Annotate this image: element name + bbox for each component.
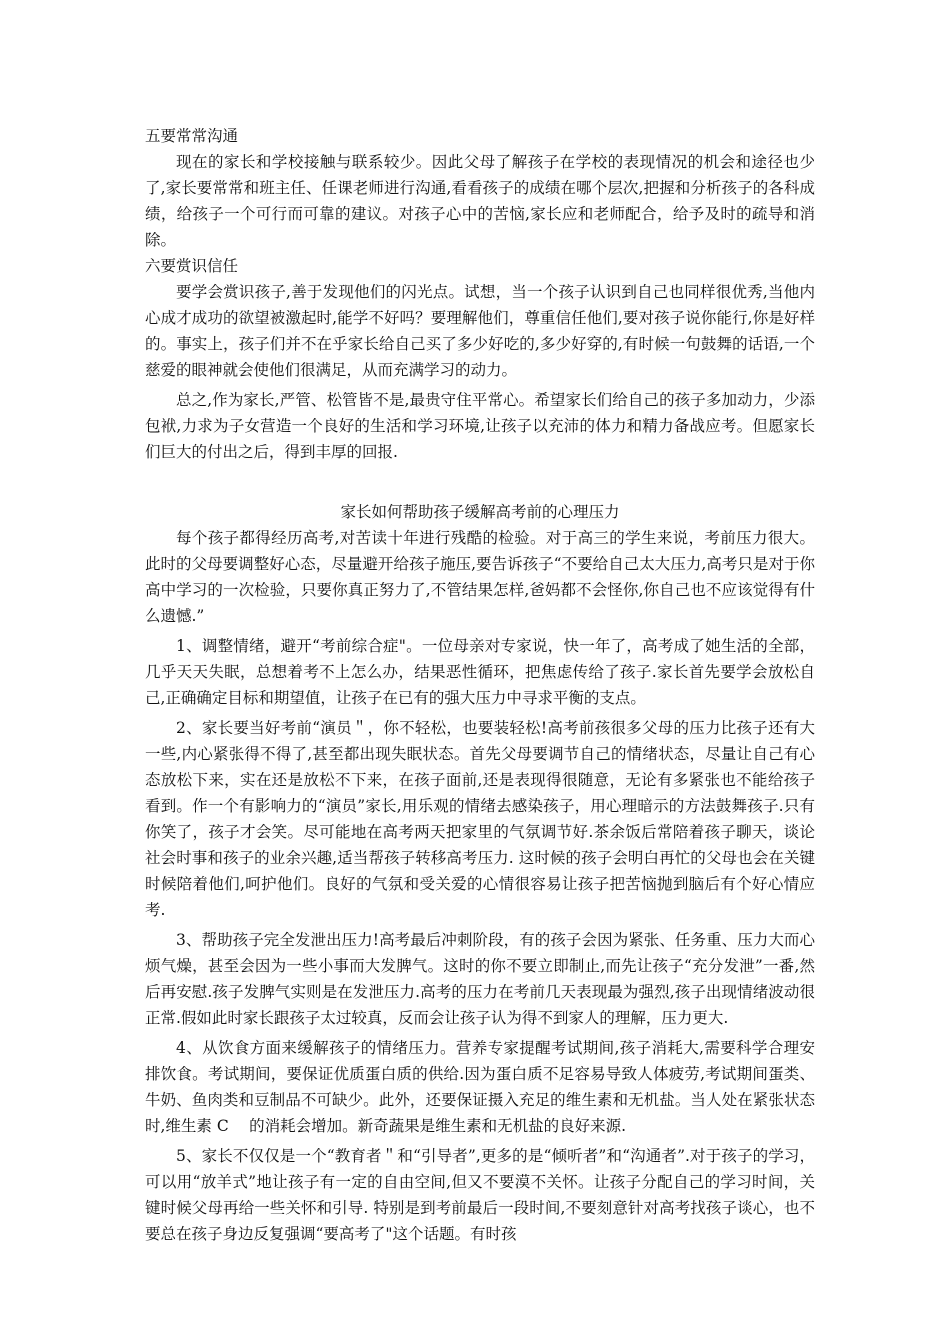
document-page [145, 123, 815, 1247]
paragraph-tip-1: 1、调整情绪，避开“考前综合症"。一位母亲对专家说，快一年了，高考成了她生活的全部，几乎天天失眠，总想着考不上怎么办，结果恶性循环，把焦虑传给了孩子.家长首先要学会放松自己,正确确定目标和期望值，让孩子在已有的强大压力中寻求平衡的支点。 [145, 637, 815, 707]
paragraph-communication: 现在的家长和学校接触与联系较少。因此父母了解孩子在学校的表现情况的机会和途径也少了,家长要常常和班主任、任课老师进行沟通,看看孩子的成绩在哪个层次,把握和分析孩子的各科成绩，给孩子一个可行而可靠的建议。对孩子心中的苦恼,家长应和老师配合，给予及时的疏导和消除。 [145, 153, 815, 249]
paragraph-tip-3: 3、帮助孩子完全发泄出压力!高考最后冲刺阶段，有的孩子会因为紧张、任务重、压力大而心烦气燥，甚至会因为一些小事而大发脾气。这时的你不要立即制止,而先让孩子“充分发泄”一番,然后再安慰.孩子发脾气实则是在发泄压力.高考的压力在考前几天表现最为强烈,孩子出现情绪波动很正常.假如此时家长跟孩子太过较真，反而会让孩子认为得不到家人的理解，压力更大. [145, 931, 815, 1027]
blank-line [145, 465, 815, 491]
paragraph-conclusion: 总之,作为家长,严管、松管皆不是,最贵守住平常心。希望家长们给自己的孩子多加动力，少添包袱,力求为子女营造一个良好的生活和学习环境,让孩子以充沛的体力和精力备战应考。但愿家长们巨大的付出之后，得到丰厚的回报. [145, 391, 815, 461]
section-heading-appreciation: 六要赏识信任 [145, 257, 239, 275]
paragraph-intro: 每个孩子都得经历高考,对苦读十年进行残酷的检验。对于高三的学生来说，考前压力很大。此时的父母要调整好心态，尽量避开给孩子施压,要告诉孩子“不要给自己太大压力,高考只是对于你高中学习的一次检验，只要你真正努力了,不管结果怎样,爸妈都不会怪你,你自己也不应该觉得有什么遗憾.” [145, 529, 816, 625]
section-heading-communication: 五要常常沟通 [145, 127, 239, 145]
paragraph-tip-4: 4、从饮食方面来缓解孩子的情绪压力。营养专家提醒考试期间,孩子消耗大,需要科学合理安排饮食。考试期间，要保证优质蛋白质的供给.因为蛋白质不足容易导致人体疲劳,考试期间蛋类、牛奶、鱼肉类和豆制品不可缺少。此外，还要保证摄入充足的维生素和无机盐。当人处在紧张状态时,维生素 C 的消耗会增加。新奇蔬果是维生素和无机盐的良好来源. [145, 1039, 815, 1135]
paragraph-appreciation: 要学会赏识孩子,善于发现他们的闪光点。试想，当一个孩子认识到自己也同样很优秀,当他内心成才成功的欲望被激起时,能学不好吗？要理解他们，尊重信任他们,要对孩子说你能行,你是好样的。事实上，孩子们并不在乎家长给自己买了多少好吃的,多少好穿的,有时候一句鼓舞的话语,一个慈爱的眼神就会使他们很满足，从而充满学习的动力。 [145, 283, 815, 379]
paragraph-tip-2: 2、家长要当好考前“演员＂，你不轻松，也要装轻松!高考前孩很多父母的压力比孩子还有大一些,内心紧张得不得了,甚至都出现失眠状态。首先父母要调节自己的情绪状态，尽量让自己有心态放松下来，实在还是放松不下来，在孩子面前,还是表现得很随意，无论有多紧张也不能给孩子看到。作一个有影响力的“演员”家长,用乐观的情绪去感染孩子，用心理暗示的方法鼓舞孩子.只有你笑了，孩子才会笑。尽可能地在高考两天把家里的气氛调节好.茶余饭后常陪着孩子聊天，谈论社会时事和孩子的业余兴趣,适当帮孩子转移高考压力. 这时候的孩子会明白再忙的父母也会在关键时候陪着他们,呵护他们。良好的气氛和受关爱的心情很容易让孩子把苦恼抛到脑后有个好心情应考. [145, 719, 815, 919]
article-title: 家长如何帮助孩子缓解高考前的心理压力 [340, 503, 620, 521]
paragraph-tip-5: 5、家长不仅仅是一个“教育者＂和“引导者”,更多的是“倾听者”和“沟通者”.对于孩子的学习，可以用“放羊式”地让孩子有一定的自由空间,但又不要漠不关怀。让孩子分配自己的学习时间，关键时候父母再给一些关怀和引导. 特别是到考前最后一段时间,不要刻意针对高考找孩子谈心，也不要总在孩子身边反复强调“要高考了"这个话题。有时孩 [145, 1147, 815, 1243]
